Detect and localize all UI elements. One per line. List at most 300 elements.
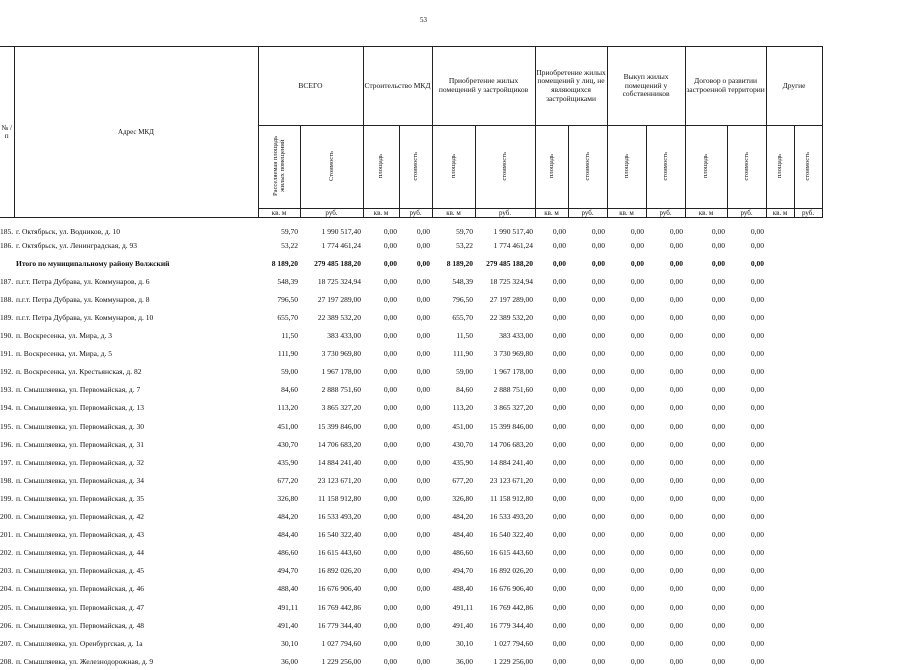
row-value: 0,00 bbox=[535, 381, 568, 399]
row-address: п. Смышляевка, ул. Первомайская, д. 13 bbox=[14, 399, 258, 417]
row-value-empty bbox=[766, 489, 794, 507]
row-value: 1 967 178,00 bbox=[300, 363, 363, 381]
table-row bbox=[0, 453, 822, 471]
row-value: 0,00 bbox=[568, 544, 607, 562]
row-value: 0,00 bbox=[535, 453, 568, 471]
row-value: 0,00 bbox=[685, 652, 727, 670]
row-value: 0,00 bbox=[607, 508, 646, 526]
table-row bbox=[0, 508, 822, 526]
table-row bbox=[0, 634, 822, 652]
row-value: 0,00 bbox=[363, 381, 399, 399]
row-value: 0,00 bbox=[535, 616, 568, 634]
row-value: 0,00 bbox=[535, 508, 568, 526]
unit-sqm: кв. м bbox=[535, 209, 568, 218]
row-value: 1 774 461,24 bbox=[300, 236, 363, 254]
row-number: 187. bbox=[0, 272, 14, 290]
row-value: 0,00 bbox=[399, 580, 432, 598]
row-value: 0,00 bbox=[568, 254, 607, 272]
row-value-empty bbox=[766, 399, 794, 417]
row-value: 1 229 256,00 bbox=[475, 652, 535, 670]
row-value: 0,00 bbox=[363, 272, 399, 290]
row-value: 0,00 bbox=[535, 218, 568, 237]
row-value: 0,00 bbox=[727, 489, 766, 507]
row-value: 0,00 bbox=[399, 489, 432, 507]
row-value: 0,00 bbox=[399, 218, 432, 237]
row-value: 0,00 bbox=[727, 254, 766, 272]
row-value: 0,00 bbox=[363, 526, 399, 544]
row-value: 0,00 bbox=[568, 526, 607, 544]
row-value: 0,00 bbox=[646, 381, 685, 399]
row-value-empty bbox=[794, 345, 822, 363]
row-value: 11 158 912,80 bbox=[300, 489, 363, 507]
unit-sqm: кв. м bbox=[685, 209, 727, 218]
row-value: 0,00 bbox=[685, 290, 727, 308]
row-value: 0,00 bbox=[568, 308, 607, 326]
row-value: 0,00 bbox=[363, 580, 399, 598]
row-value-empty bbox=[766, 218, 794, 237]
row-value: 0,00 bbox=[607, 453, 646, 471]
row-value: 0,00 bbox=[607, 254, 646, 272]
row-value: 53,22 bbox=[258, 236, 300, 254]
row-value-empty bbox=[794, 652, 822, 670]
row-value: 14 706 683,20 bbox=[475, 435, 535, 453]
row-value: 0,00 bbox=[535, 580, 568, 598]
row-value: 0,00 bbox=[685, 363, 727, 381]
row-value: 491,11 bbox=[258, 598, 300, 616]
row-number: 199. bbox=[0, 489, 14, 507]
row-value: 0,00 bbox=[646, 580, 685, 598]
row-value: 0,00 bbox=[399, 236, 432, 254]
row-value: 0,00 bbox=[535, 254, 568, 272]
table-row bbox=[0, 652, 822, 670]
row-value-empty bbox=[766, 236, 794, 254]
total-label: Итого по муниципальному району Волжский bbox=[14, 254, 258, 272]
row-value: 0,00 bbox=[568, 236, 607, 254]
row-value: 0,00 bbox=[399, 363, 432, 381]
row-value-empty bbox=[794, 218, 822, 237]
row-value: 0,00 bbox=[535, 327, 568, 345]
row-number: 193. bbox=[0, 381, 14, 399]
row-value: 430,70 bbox=[432, 435, 475, 453]
row-value-empty bbox=[766, 634, 794, 652]
row-value: 0,00 bbox=[646, 471, 685, 489]
row-value: 0,00 bbox=[607, 345, 646, 363]
row-value: 1 967 178,00 bbox=[475, 363, 535, 381]
row-value: 0,00 bbox=[568, 417, 607, 435]
row-value: 677,20 bbox=[258, 471, 300, 489]
table-row bbox=[0, 272, 822, 290]
row-number: 205. bbox=[0, 598, 14, 616]
row-value: 0,00 bbox=[399, 508, 432, 526]
resettlement-table bbox=[0, 46, 823, 670]
row-value: 279 485 188,20 bbox=[300, 254, 363, 272]
header-buyout: Выкуп жилых помещений у собственников bbox=[607, 47, 685, 126]
row-address: п. Смышляевка, ул. Первомайская, д. 48 bbox=[14, 616, 258, 634]
unit-rub: руб. bbox=[727, 209, 766, 218]
row-value: 0,00 bbox=[568, 634, 607, 652]
row-number: 191. bbox=[0, 345, 14, 363]
row-value: 111,90 bbox=[432, 345, 475, 363]
row-value: 326,80 bbox=[258, 489, 300, 507]
row-value-empty bbox=[794, 254, 822, 272]
row-value: 1 229 256,00 bbox=[300, 652, 363, 670]
row-value-empty bbox=[794, 562, 822, 580]
row-value: 0,00 bbox=[535, 562, 568, 580]
unit-rub: руб. bbox=[399, 209, 432, 218]
row-value: 0,00 bbox=[399, 308, 432, 326]
row-value: 0,00 bbox=[727, 236, 766, 254]
row-value: 0,00 bbox=[727, 218, 766, 237]
row-value: 16 779 344,40 bbox=[300, 616, 363, 634]
row-value: 0,00 bbox=[727, 435, 766, 453]
row-value: 0,00 bbox=[646, 399, 685, 417]
row-value: 0,00 bbox=[568, 272, 607, 290]
row-value: 113,20 bbox=[258, 399, 300, 417]
row-value: 796,50 bbox=[432, 290, 475, 308]
row-number: 201. bbox=[0, 526, 14, 544]
row-address: п. Смышляевка, ул. Первомайская, д. 35 bbox=[14, 489, 258, 507]
row-value: 0,00 bbox=[535, 544, 568, 562]
row-value: 0,00 bbox=[607, 363, 646, 381]
row-value: 0,00 bbox=[363, 544, 399, 562]
row-value: 30,10 bbox=[432, 634, 475, 652]
page-number: 53 bbox=[420, 16, 427, 24]
row-number: 196. bbox=[0, 435, 14, 453]
row-value: 11,50 bbox=[258, 327, 300, 345]
row-value: 0,00 bbox=[568, 218, 607, 237]
unit-sqm: кв. м bbox=[363, 209, 399, 218]
row-value: 0,00 bbox=[607, 236, 646, 254]
row-value: 2 888 751,60 bbox=[300, 381, 363, 399]
row-value: 0,00 bbox=[568, 652, 607, 670]
row-value: 0,00 bbox=[607, 544, 646, 562]
row-value: 0,00 bbox=[727, 327, 766, 345]
row-value: 11,50 bbox=[432, 327, 475, 345]
row-value: 16 892 026,20 bbox=[300, 562, 363, 580]
row-address: г. Октябрьск, ул. Водников, д. 10 bbox=[14, 218, 258, 237]
row-value: 14 706 683,20 bbox=[300, 435, 363, 453]
row-value: 0,00 bbox=[727, 652, 766, 670]
row-address: п. Смышляевка, ул. Первомайская, д. 32 bbox=[14, 453, 258, 471]
row-value: 0,00 bbox=[399, 417, 432, 435]
table-row bbox=[0, 616, 822, 634]
row-value: 0,00 bbox=[607, 218, 646, 237]
row-value: 23 123 671,20 bbox=[300, 471, 363, 489]
row-value: 0,00 bbox=[535, 417, 568, 435]
unit-sqm: кв. м bbox=[258, 209, 300, 218]
row-value: 0,00 bbox=[727, 634, 766, 652]
row-value: 548,39 bbox=[432, 272, 475, 290]
row-value-empty bbox=[794, 453, 822, 471]
row-value: 0,00 bbox=[399, 290, 432, 308]
row-value: 0,00 bbox=[727, 417, 766, 435]
row-value: 0,00 bbox=[646, 526, 685, 544]
row-value: 0,00 bbox=[607, 598, 646, 616]
row-value-empty bbox=[766, 363, 794, 381]
row-value: 435,90 bbox=[432, 453, 475, 471]
row-value: 0,00 bbox=[685, 435, 727, 453]
row-value: 0,00 bbox=[646, 598, 685, 616]
row-value-empty bbox=[766, 580, 794, 598]
row-value: 1 990 517,40 bbox=[300, 218, 363, 237]
row-value: 30,10 bbox=[258, 634, 300, 652]
row-value: 8 189,20 bbox=[432, 254, 475, 272]
row-value-empty bbox=[766, 308, 794, 326]
row-value: 0,00 bbox=[607, 417, 646, 435]
row-value: 27 197 289,00 bbox=[300, 290, 363, 308]
row-number: 194. bbox=[0, 399, 14, 417]
row-address: п. Воскресенка, ул. Мира, д. 5 bbox=[14, 345, 258, 363]
row-value: 491,11 bbox=[432, 598, 475, 616]
row-value-empty bbox=[794, 399, 822, 417]
row-address: п. Смышляевка, ул. Первомайская, д. 46 bbox=[14, 580, 258, 598]
row-value: 0,00 bbox=[399, 526, 432, 544]
row-value: 0,00 bbox=[727, 508, 766, 526]
row-value: 0,00 bbox=[685, 417, 727, 435]
resettlement-table-wrapper bbox=[0, 46, 822, 670]
row-value: 655,70 bbox=[258, 308, 300, 326]
row-address: п. Смышляевка, ул. Первомайская, д. 47 bbox=[14, 598, 258, 616]
row-value: 59,70 bbox=[258, 218, 300, 237]
unit-rub: руб. bbox=[646, 209, 685, 218]
table-row bbox=[0, 526, 822, 544]
row-value-empty bbox=[794, 634, 822, 652]
row-value: 0,00 bbox=[535, 345, 568, 363]
row-value: 23 123 671,20 bbox=[475, 471, 535, 489]
row-value: 677,20 bbox=[432, 471, 475, 489]
row-number bbox=[0, 254, 14, 272]
row-address: п. Смышляевка, ул. Первомайская, д. 44 bbox=[14, 544, 258, 562]
row-value: 0,00 bbox=[535, 272, 568, 290]
row-value: 0,00 bbox=[685, 236, 727, 254]
row-value: 18 725 324,94 bbox=[300, 272, 363, 290]
row-value-empty bbox=[766, 327, 794, 345]
row-value-empty bbox=[794, 272, 822, 290]
row-value: 486,60 bbox=[258, 544, 300, 562]
row-value: 0,00 bbox=[727, 471, 766, 489]
row-address: г. Октябрьск, ул. Ленинградская, д. 93 bbox=[14, 236, 258, 254]
row-value: 59,00 bbox=[432, 363, 475, 381]
row-value-empty bbox=[794, 544, 822, 562]
header-number: № /п bbox=[0, 47, 14, 218]
row-value: 0,00 bbox=[363, 417, 399, 435]
row-value-empty bbox=[794, 526, 822, 544]
row-address: п. Смышляевка, ул. Первомайская, д. 42 bbox=[14, 508, 258, 526]
row-value: 488,40 bbox=[432, 580, 475, 598]
row-value: 0,00 bbox=[685, 453, 727, 471]
subheader-cost: Стоимость bbox=[300, 126, 363, 209]
header-address: Адрес МКД bbox=[14, 47, 258, 218]
row-value: 0,00 bbox=[727, 562, 766, 580]
row-value: 0,00 bbox=[685, 544, 727, 562]
row-value: 0,00 bbox=[607, 634, 646, 652]
row-value: 16 676 906,40 bbox=[300, 580, 363, 598]
row-value-empty bbox=[766, 381, 794, 399]
row-value: 0,00 bbox=[363, 562, 399, 580]
row-address: п. Смышляевка, ул. Первомайская, д. 7 bbox=[14, 381, 258, 399]
row-value: 0,00 bbox=[685, 562, 727, 580]
row-value: 0,00 bbox=[646, 363, 685, 381]
table-row bbox=[0, 598, 822, 616]
row-value: 16 769 442,86 bbox=[300, 598, 363, 616]
row-value: 796,50 bbox=[258, 290, 300, 308]
row-value: 383 433,00 bbox=[300, 327, 363, 345]
row-address: п. Смышляевка, ул. Железнодорожная, д. 9 bbox=[14, 652, 258, 670]
table-row bbox=[0, 471, 822, 489]
row-value: 0,00 bbox=[646, 345, 685, 363]
row-value: 1 990 517,40 bbox=[475, 218, 535, 237]
row-value: 16 540 322,40 bbox=[300, 526, 363, 544]
table-row bbox=[0, 399, 822, 417]
row-value-empty bbox=[766, 508, 794, 526]
row-value: 0,00 bbox=[646, 562, 685, 580]
row-value: 0,00 bbox=[727, 308, 766, 326]
row-address: п. Смышляевка, ул. Оренбургская, д. 1а bbox=[14, 634, 258, 652]
unit-rub: руб. bbox=[794, 209, 822, 218]
row-value: 451,00 bbox=[258, 417, 300, 435]
row-value: 326,80 bbox=[432, 489, 475, 507]
unit-rub: руб. bbox=[300, 209, 363, 218]
row-value: 0,00 bbox=[568, 489, 607, 507]
subheader-cost: стоимость bbox=[399, 126, 432, 209]
row-value: 0,00 bbox=[535, 471, 568, 489]
row-value: 14 884 241,40 bbox=[300, 453, 363, 471]
row-value: 491,40 bbox=[258, 616, 300, 634]
table-row bbox=[0, 381, 822, 399]
row-value: 0,00 bbox=[646, 218, 685, 237]
row-value: 0,00 bbox=[685, 634, 727, 652]
row-value-empty bbox=[766, 598, 794, 616]
row-value: 494,70 bbox=[258, 562, 300, 580]
row-value: 0,00 bbox=[568, 327, 607, 345]
row-value: 0,00 bbox=[535, 634, 568, 652]
row-value: 486,60 bbox=[432, 544, 475, 562]
row-value: 0,00 bbox=[727, 272, 766, 290]
row-value: 0,00 bbox=[568, 562, 607, 580]
row-value: 3 865 327,20 bbox=[475, 399, 535, 417]
row-number: 186. bbox=[0, 236, 14, 254]
row-value: 0,00 bbox=[685, 526, 727, 544]
row-value-empty bbox=[766, 435, 794, 453]
header-construction: Строительство МКД bbox=[363, 47, 432, 126]
row-value: 0,00 bbox=[363, 218, 399, 237]
row-address: п. Воскресенка, ул. Мира, д. 3 bbox=[14, 327, 258, 345]
row-number: 208. bbox=[0, 652, 14, 670]
row-value: 0,00 bbox=[399, 327, 432, 345]
row-value: 0,00 bbox=[363, 363, 399, 381]
row-value: 0,00 bbox=[607, 272, 646, 290]
unit-sqm: кв. м bbox=[766, 209, 794, 218]
row-value: 0,00 bbox=[607, 308, 646, 326]
subheader-area: площадь bbox=[685, 126, 727, 209]
header-purchase-developers: Приобретение жилых помещений у застройщиков bbox=[432, 47, 535, 126]
subheader-area: площадь bbox=[363, 126, 399, 209]
row-value: 1 027 794,60 bbox=[300, 634, 363, 652]
row-value: 0,00 bbox=[363, 616, 399, 634]
row-value: 0,00 bbox=[685, 308, 727, 326]
subheader-area: площадь bbox=[535, 126, 568, 209]
row-value: 0,00 bbox=[607, 616, 646, 634]
row-value: 0,00 bbox=[685, 508, 727, 526]
table-body bbox=[0, 218, 822, 670]
row-value: 0,00 bbox=[568, 580, 607, 598]
row-value: 0,00 bbox=[568, 435, 607, 453]
row-value: 0,00 bbox=[535, 290, 568, 308]
subheader-area: площадь bbox=[607, 126, 646, 209]
row-value: 59,00 bbox=[258, 363, 300, 381]
row-value: 0,00 bbox=[399, 634, 432, 652]
row-number: 204. bbox=[0, 580, 14, 598]
row-value: 1 774 461,24 bbox=[475, 236, 535, 254]
table-row bbox=[0, 544, 822, 562]
row-value: 0,00 bbox=[727, 526, 766, 544]
row-value: 0,00 bbox=[727, 363, 766, 381]
row-number: 188. bbox=[0, 290, 14, 308]
row-value: 0,00 bbox=[646, 616, 685, 634]
row-value-empty bbox=[794, 489, 822, 507]
row-value: 3 865 327,20 bbox=[300, 399, 363, 417]
row-value: 0,00 bbox=[363, 399, 399, 417]
row-value: 0,00 bbox=[727, 544, 766, 562]
row-value: 3 730 969,80 bbox=[300, 345, 363, 363]
row-value-empty bbox=[766, 526, 794, 544]
row-value: 0,00 bbox=[535, 652, 568, 670]
row-value: 15 399 846,00 bbox=[300, 417, 363, 435]
row-value-empty bbox=[766, 471, 794, 489]
row-value: 0,00 bbox=[607, 290, 646, 308]
row-value: 0,00 bbox=[363, 345, 399, 363]
row-value-empty bbox=[766, 453, 794, 471]
row-address: п. Смышляевка, ул. Первомайская, д. 43 bbox=[14, 526, 258, 544]
row-value: 0,00 bbox=[646, 272, 685, 290]
table-row bbox=[0, 308, 822, 326]
row-value: 0,00 bbox=[685, 345, 727, 363]
row-value: 0,00 bbox=[646, 417, 685, 435]
row-value-empty bbox=[794, 290, 822, 308]
row-address: п.г.т. Петра Дубрава, ул. Коммунаров, д. 10 bbox=[14, 308, 258, 326]
row-value: 0,00 bbox=[727, 453, 766, 471]
row-value: 0,00 bbox=[646, 327, 685, 345]
row-value: 16 533 493,20 bbox=[475, 508, 535, 526]
row-value: 53,22 bbox=[432, 236, 475, 254]
table-row bbox=[0, 580, 822, 598]
header-total: ВСЕГО bbox=[258, 47, 363, 126]
row-value: 0,00 bbox=[568, 508, 607, 526]
row-value: 0,00 bbox=[535, 236, 568, 254]
row-value: 0,00 bbox=[399, 254, 432, 272]
row-value: 0,00 bbox=[646, 489, 685, 507]
subheader-cost: стоимость bbox=[646, 126, 685, 209]
row-value-empty bbox=[794, 363, 822, 381]
header-development-agreement: Договор о развитии застроенной территории bbox=[685, 47, 766, 126]
row-value: 0,00 bbox=[535, 489, 568, 507]
row-number: 200. bbox=[0, 508, 14, 526]
row-number: 198. bbox=[0, 471, 14, 489]
row-value: 0,00 bbox=[607, 580, 646, 598]
row-value: 0,00 bbox=[363, 508, 399, 526]
row-value: 0,00 bbox=[646, 290, 685, 308]
row-value-empty bbox=[766, 652, 794, 670]
unit-sqm: кв. м bbox=[432, 209, 475, 218]
row-value: 0,00 bbox=[568, 616, 607, 634]
row-value-empty bbox=[766, 562, 794, 580]
row-value: 0,00 bbox=[399, 616, 432, 634]
row-value: 0,00 bbox=[399, 562, 432, 580]
row-value: 59,70 bbox=[432, 218, 475, 237]
row-value: 0,00 bbox=[535, 399, 568, 417]
row-value: 0,00 bbox=[607, 327, 646, 345]
row-value: 0,00 bbox=[646, 652, 685, 670]
